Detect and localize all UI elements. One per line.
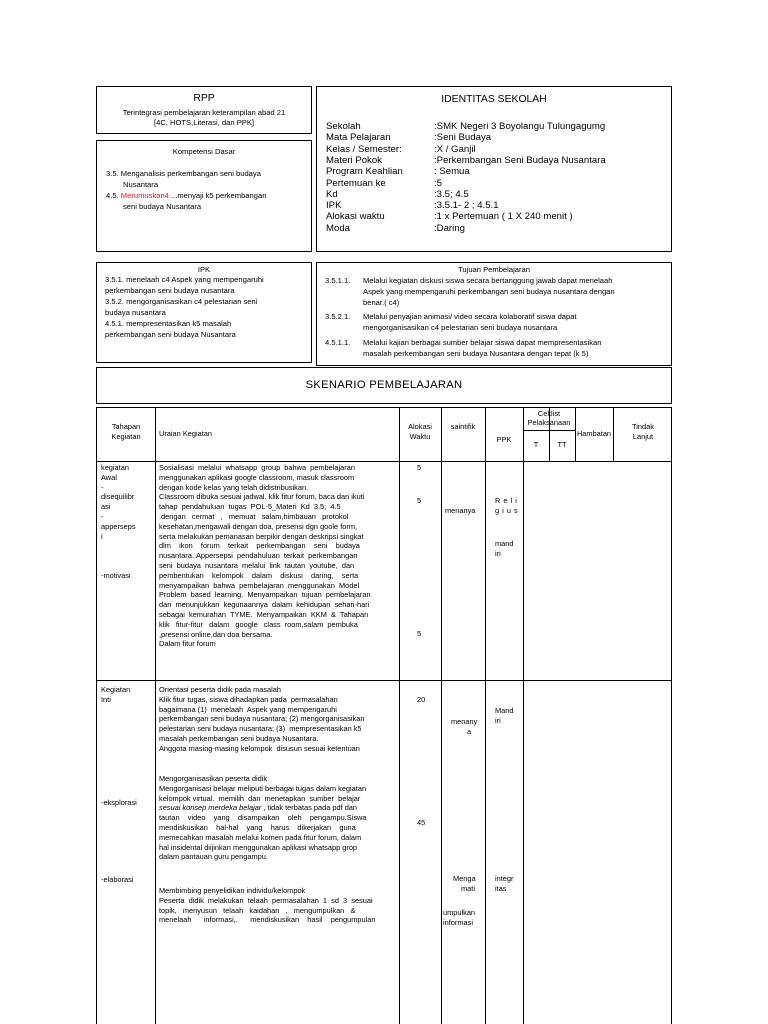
header-hambatan: Hambatan — [576, 429, 612, 438]
text-line: tahap pendahuluan tugas POL-5_Materi Kd 3.5; 4.5 — [159, 502, 341, 512]
header-alokasi: Alokasi Waktu — [408, 422, 432, 441]
awal-tahapan — [101, 463, 153, 581]
text-line: kelompok virtual. memilih dan menetapkan sumber belajar — [159, 793, 361, 803]
skenario-box — [96, 367, 672, 404]
text-line: i — [101, 531, 103, 541]
inti-uraian-orientasi — [159, 685, 395, 754]
identitas-label: Sekolah — [326, 121, 361, 132]
text-line: pelestarian seni budaya nusantara; (3) mempresentasikan k5 — [159, 724, 362, 734]
identitas-value: :Seni Budaya — [434, 132, 492, 144]
awal-uraian — [159, 463, 395, 649]
identitas-sekolah-box — [316, 86, 672, 252]
identitas-label: Program Keahlian — [326, 166, 403, 178]
tujuan-item-line: mengorganisasikan c4 pelestarian seni budaya nusantara — [363, 323, 558, 332]
text-line — [101, 541, 153, 551]
ipk-line: perkembangan seni budaya nusantara — [105, 286, 235, 295]
text-line: seni budaya nusantara melalui link tautan youtube, dan — [159, 560, 355, 570]
header-tindak-lanjut: Tindak Lanjut — [632, 422, 654, 441]
text-line: perkembangan seni budaya nusantara; (2) mengorganisasikan — [159, 714, 365, 724]
kompetensi-dasar-box — [96, 140, 312, 252]
ipk-line: perkembangan seni budaya Nusantara — [105, 330, 236, 339]
awal-saintifik: menanya — [445, 506, 476, 515]
identitas-label: Kd — [326, 188, 338, 200]
rpp-title: RPP — [193, 93, 215, 104]
text-line: pembentukan kelompok dalam diskusi daring, serta — [159, 570, 359, 580]
header-uraian: Uraian Kegiatan — [159, 429, 213, 438]
text-line — [159, 803, 395, 813]
text-line: kegiatan — [101, 463, 129, 472]
identitas-value: :Perkembangan Seni Budaya Nusantara — [434, 154, 606, 166]
skenario-table — [96, 407, 672, 1024]
header-ppk: PPK — [496, 435, 512, 444]
text-line: Classroom dibuka sesuai jadwal, klik fitur forum, baca dan ikuti — [159, 492, 365, 502]
rpp-subtitle-line1: Terintegrasi pembelajaran keterampilan abad 21 — [122, 108, 286, 117]
text-line: klik fitur-fitur dalam google class room,salam pembuka — [159, 619, 358, 629]
text-line: dlm ikon forum terkait perkembangan seni budaya — [159, 541, 360, 551]
ipk-box — [96, 262, 312, 363]
identitas-value: :3.5.1- 2 ; 4.5.1 — [434, 200, 499, 212]
ipk-line: budaya nusantara — [105, 308, 166, 317]
tujuan-item-line: Melalui penyajian animasi/ video secara kolaboratif siswa dapat — [363, 312, 577, 321]
text-line: Awal — [101, 472, 117, 482]
ipk-title: IPK — [197, 265, 211, 274]
text-line: disequilibr — [101, 492, 135, 502]
rpp-subtitle-line2: [4C, HOTS,Literasi, dan PPK] — [153, 118, 255, 127]
text-line: Peserta didik melakukan telaah permasalahan 1 sd 3 sesuai — [159, 895, 373, 905]
tujuan-item-line: masalah perkembangan seni budaya Nusantara dengan tepat (k 5) — [363, 349, 589, 358]
text-line: Sosialisasi melalui whatsapp group bahwa pembelajaran — [159, 463, 355, 472]
text-line: Membimbing penyelidikan individu/kelompok — [159, 886, 306, 895]
kd-item1-line2: Nusantara — [123, 180, 159, 189]
identitas-label: Moda — [326, 222, 350, 234]
text-line: menggunakan aplikasi google classroom, masuk classroom — [159, 472, 355, 482]
text-line: apperseps — [101, 521, 136, 531]
inti-ppk-integritas: integr itas — [495, 874, 514, 893]
awal-ppk-mandiri: mand iri — [495, 539, 514, 558]
identitas-label: Materi Pokok — [326, 154, 382, 166]
inti-saintifik-mengamati: Menga mati — [453, 874, 476, 893]
tujuan-item-line: Melalui kegiatan diskusi siswa secara bertanggung jawab dapat menelaah — [363, 276, 613, 285]
rpp-box — [96, 86, 312, 134]
header-tt: TT — [557, 440, 567, 449]
awal-alokasi-1: 5 — [417, 463, 422, 472]
text-line: Mengorganisasikan peserta didik — [159, 774, 268, 783]
identitas-value: :Daring — [434, 222, 465, 234]
text-line: tautan video yang disampaikan oleh pengampu.Siswa — [159, 813, 367, 823]
text-line: Mengorganisasi belajar meliputi berbagai tugas dalam kegiatan — [159, 783, 367, 793]
inti-uraian-mengorganisasikan — [159, 774, 395, 862]
header-t: T — [533, 440, 539, 449]
text-line: bagaimana (1) menelaah Aspek yang mempengaruhi — [159, 704, 337, 714]
identitas-value: :SMK Negeri 3 Boyolangu Tulungagumg — [434, 121, 606, 132]
awal-alokasi-3: 5 — [417, 629, 422, 638]
text-line: memecahkan masalah melalui komen pada fitur forum, dalam — [159, 832, 362, 842]
text-line: .dengan cermat , memuat salam,himbauan protokol — [159, 511, 349, 521]
text-line: Klik fitur tugas, siswa dihadapkan pada permasalahan — [159, 694, 338, 704]
kd-title: Kompetensi Dasar — [172, 147, 236, 156]
text-line: mendiskusikan hal-hal yang harus dikerjakan guna — [159, 822, 356, 832]
inti-tahapan-elaborasi: -elaborasi — [101, 875, 134, 884]
identitas-value: :5 — [434, 177, 443, 189]
awal-alokasi-2: 5 — [417, 496, 422, 505]
kd-item2-line2: seni budaya Nusantara — [123, 202, 202, 211]
ipk-line: 3.5.2. mengorganisasikan c4 pelestarian seni — [105, 297, 258, 306]
inti-alokasi-1: 20 — [417, 695, 426, 704]
text-line — [101, 561, 153, 571]
identitas-title: IDENTITAS SEKOLAH — [441, 94, 547, 105]
text-line: Problem based learning. Menyampaikan tujuan pembelajaran — [159, 590, 371, 600]
text-line: Anggota masing-masing kelompok disusun sesuai ketentuan — [159, 743, 360, 753]
inti-tahapan-eksplorasi: -eksplorasi — [101, 798, 137, 807]
tujuan-item-num: 3.5.2.1. — [325, 312, 351, 321]
tujuan-pembelajaran-box — [316, 262, 672, 366]
text-line: -motivasi — [101, 570, 131, 580]
inti-tahapan-title: Kegiatan Inti — [101, 685, 131, 704]
tujuan-title: Tujuan Pembelajaran — [458, 265, 530, 274]
text-line: hal insidental diijinkan menggunakan aplikasi whatsapp grop — [159, 842, 358, 852]
tujuan-item-num: 3.5.1.1. — [325, 276, 351, 285]
header-ceklist: Ceklist Pelaksanaan — [527, 409, 571, 427]
text-line: masalah perkembangan seni budaya Nusantara. — [159, 733, 319, 743]
skenario-title: SKENARIO PEMBELAJARAN — [305, 379, 463, 391]
inti-ppk-mandiri: Mand iri — [495, 706, 514, 725]
kd-item2-highlight: Merumuskan4. — [120, 191, 172, 200]
text-line-rest: , tidak terbatas pada pdf dan — [261, 803, 358, 813]
identitas-label: Alokasi waktu — [326, 211, 385, 223]
kd-item2-line1: 4.5. Merumuskan4....menyaji k5 perkembangan — [106, 191, 267, 200]
inti-saintifik-menanya: menany a — [451, 717, 478, 736]
inti-saintifik-informasi: umpulkan informasi — [443, 908, 476, 927]
identitas-label: IPK — [326, 200, 342, 212]
text-line: sebagai kemurahan TYME. Menyampaikan KKM & Tahapan — [159, 609, 369, 619]
text-line: ,presensi online,dan doa bersama. — [159, 629, 273, 639]
inti-alokasi-2: 45 — [417, 818, 426, 827]
text-line: Orientasi peserta didik pada masalah — [159, 685, 282, 694]
identitas-value: :3.5; 4.5 — [434, 188, 469, 200]
header-tahapan: Tahapan Kegiatan — [111, 422, 141, 441]
tujuan-item-line: Aspek yang mempengaruhi perkembangan seni budaya nusantara dengan — [363, 287, 615, 296]
italic-phrase: sesuai konsep merdeka belajar — [159, 803, 262, 813]
identitas-value: : Semua — [434, 166, 470, 178]
ipk-line: 4.5.1. mempresentasikan k5 masalah — [105, 319, 232, 328]
awal-ppk-religius: R e l i g i u s — [495, 496, 519, 515]
inti-uraian-membimbing — [159, 886, 395, 925]
header-saintifik: saintifik — [450, 422, 476, 431]
text-line: menyampaikan bahwa pembelajaran menggunakan Model — [159, 580, 360, 590]
identitas-label: Kelas / Semester: — [326, 143, 402, 155]
tujuan-item-num: 4.5.1.1. — [325, 338, 351, 347]
text-line: dan menunjukkan kegunaannya dalam kehidupan sehari-hari — [159, 600, 370, 610]
text-line: - — [101, 482, 104, 492]
identitas-value: :X / Ganjil — [434, 143, 476, 155]
text-line: dalam pantauan guru pengampu. — [159, 852, 268, 862]
text-line: serta melakukan pemanasan berpikir dengan deskripsi singkat — [159, 531, 364, 541]
ipk-line: 3.5.1. menelaah c4 Aspek yang mempengaruhi — [105, 275, 264, 284]
tujuan-item-line: benar.( c4) — [363, 298, 400, 307]
text-line: Dalam fitur forum — [159, 639, 216, 649]
text-line: menelaah informasi,. mendiskusikan hasil pengumpulan — [159, 915, 376, 925]
identitas-label: Pertemuan ke — [326, 177, 386, 189]
text-line: - — [101, 511, 104, 521]
text-line — [101, 551, 153, 561]
text-line: kesehatan,mengawali dengan doa, presensi dgn goole form, — [159, 521, 358, 531]
text-line: nusantara..Appersepsi pendahuluan terkait perkembangan — [159, 551, 358, 561]
identitas-label: Mata Pelajaran — [326, 132, 391, 144]
kd-item1-line1: 3.5. Menganalisis perkembangan seni budaya — [106, 169, 261, 178]
text-line: dengan kode kelas yang telah didistribusikan. — [159, 482, 309, 492]
tujuan-item-line: Melalui kajian berbagai sumber belajar siswa dapat mempresentasikan — [363, 338, 602, 347]
text-line: asi — [101, 502, 111, 512]
text-line: topik, menyusun telaah kaidahan , mengumpulkan & — [159, 905, 356, 915]
identitas-value: :1 x Pertemuan ( 1 X 240 menit ) — [434, 211, 573, 223]
